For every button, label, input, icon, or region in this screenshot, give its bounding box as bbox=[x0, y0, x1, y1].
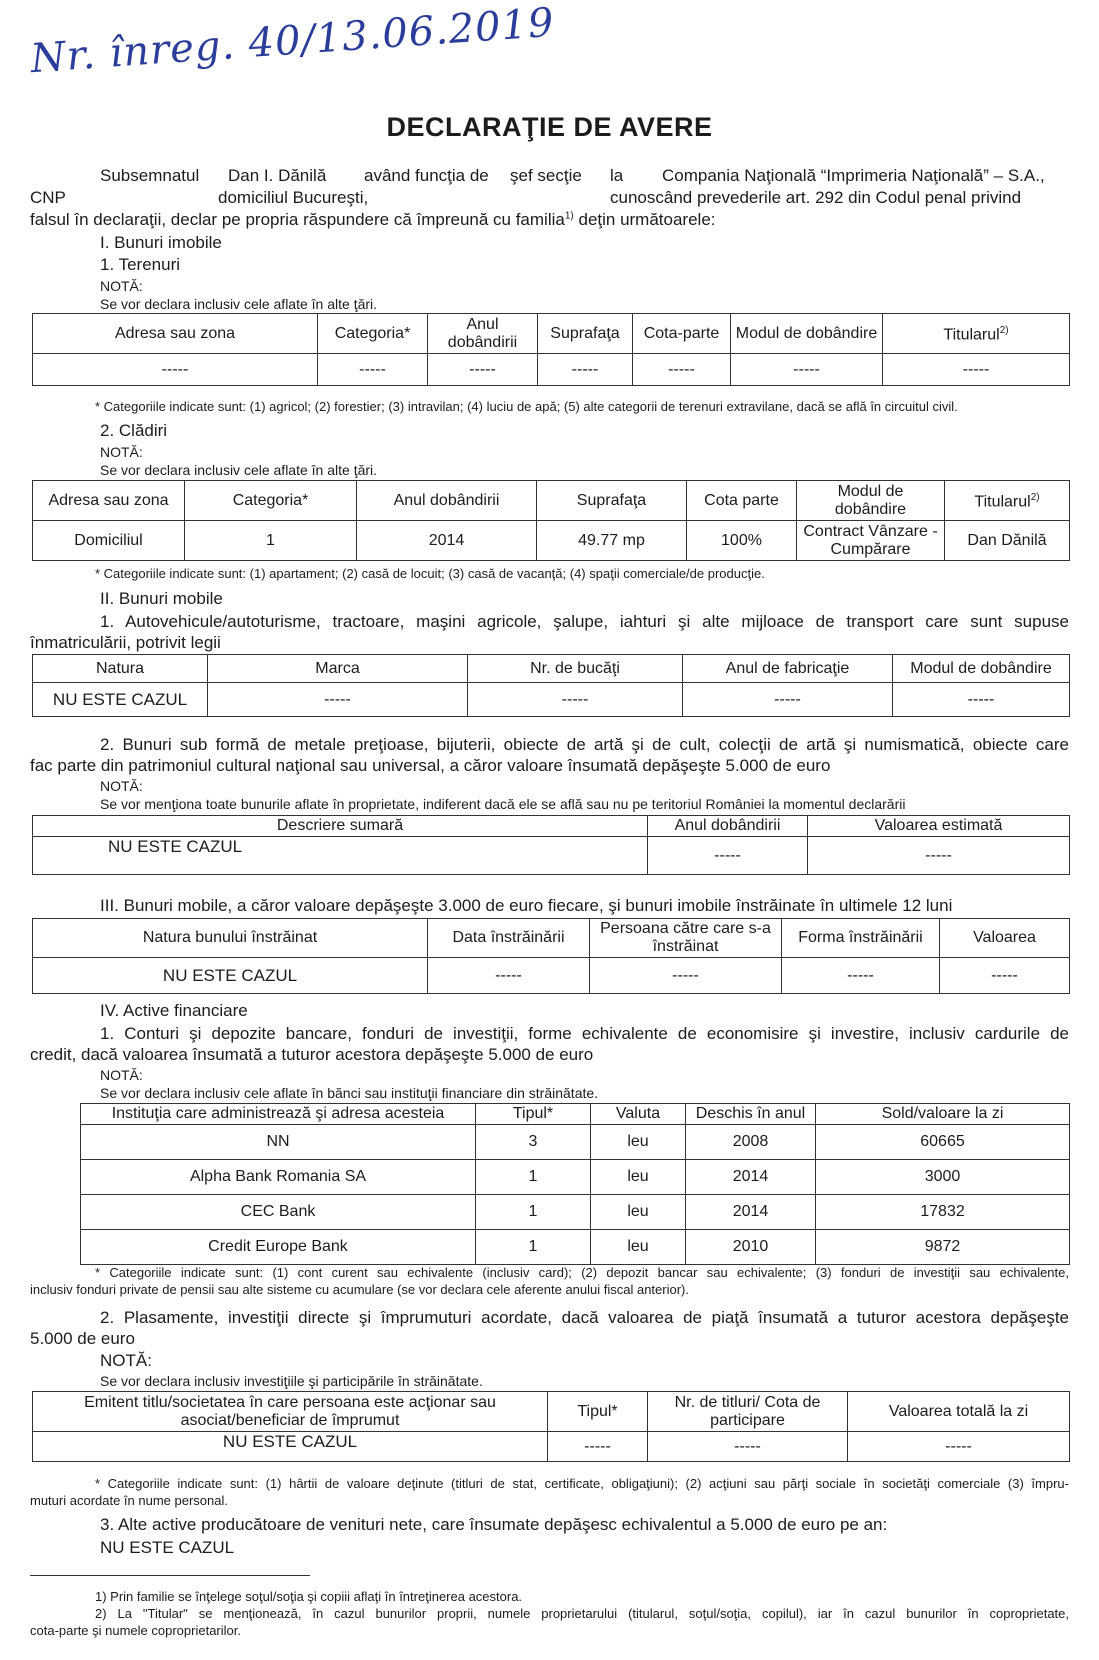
intro-subsemnatul: Subsemnatul bbox=[100, 166, 200, 185]
section-4-2-text-cont: 5.000 de euro bbox=[30, 1329, 135, 1348]
table-cell: ----- bbox=[468, 683, 683, 717]
table-row bbox=[33, 1432, 1070, 1462]
autovehicule-table bbox=[32, 654, 1070, 717]
col-header: Cota parte bbox=[687, 481, 797, 521]
col-header: Natura bbox=[33, 655, 208, 683]
col-header: Categoria* bbox=[185, 481, 357, 521]
col-header: Adresa sau zona bbox=[33, 481, 185, 521]
table-cell: NN bbox=[81, 1125, 476, 1160]
table-cell: 2014 bbox=[686, 1160, 816, 1195]
section-1-1-heading: 1. Terenuri bbox=[100, 255, 181, 274]
col-header: Valuta bbox=[591, 1104, 686, 1125]
table-cell: 100% bbox=[687, 521, 797, 561]
table-cell: Alpha Bank Romania SA bbox=[81, 1160, 476, 1195]
nota-label: NOTĂ: bbox=[100, 278, 143, 294]
registration-handwriting: Nr. înreg. 40/13.06.2019 bbox=[29, 0, 556, 83]
section-1-2-heading: 2. Clădiri bbox=[100, 421, 168, 440]
table-cell: 1 bbox=[476, 1195, 591, 1230]
table-cell: ----- bbox=[590, 958, 782, 994]
col-header: Nr. de titluri/ Cota de participare bbox=[648, 1392, 848, 1432]
col-header: Sold/valoare la zi bbox=[816, 1104, 1070, 1125]
col-header: Tipul* bbox=[476, 1104, 591, 1125]
table-cell: 3000 bbox=[816, 1160, 1070, 1195]
table-cell: 2014 bbox=[686, 1195, 816, 1230]
nota-text: Se vor declara inclusiv cele aflate în bănci sau instituţii financiare din străinătate. bbox=[100, 1085, 599, 1101]
nota-label: NOTĂ: bbox=[100, 1351, 152, 1370]
table-row bbox=[81, 1230, 1070, 1265]
table-cell: 1 bbox=[476, 1230, 591, 1265]
col-header: Instituţia care administrează şi adresa acesteia bbox=[81, 1104, 476, 1125]
table-cell: 3 bbox=[476, 1125, 591, 1160]
section-4-heading: IV. Active financiare bbox=[100, 1001, 248, 1020]
intro-domiciliul: domiciliul Bucureşti, bbox=[218, 188, 369, 207]
col-header: Suprafaţa bbox=[538, 314, 633, 354]
table-cell: 2014 bbox=[357, 521, 537, 561]
col-header: Nr. de bucăţi bbox=[468, 655, 683, 683]
bunuri-valoroase-table bbox=[32, 815, 1070, 875]
intro-cunoscand: cunoscând prevederile art. 292 din Codul penal privind bbox=[610, 188, 1022, 207]
company-name: Compania Naţională “Imprimeria Naţională” – S.A., bbox=[662, 166, 1045, 185]
table-row bbox=[33, 354, 1070, 386]
conturi-footnote-cont: inclusiv fonduri private de pensii sau alte sisteme cu acumulare (se vor declara cele aferente anului fiscal anterior). bbox=[30, 1282, 689, 1297]
table-cell: NU ESTE CAZUL bbox=[33, 1432, 548, 1462]
table-row bbox=[33, 958, 1070, 994]
table-cell: ----- bbox=[428, 354, 538, 386]
table-cell: ----- bbox=[648, 837, 808, 875]
col-header: Marca bbox=[208, 655, 468, 683]
section-4-1-text: 1. Conturi şi depozite bancare, fonduri de investiţii, forme echivalente de economisire şi investire, inclusiv cardurile de bbox=[100, 1024, 1069, 1043]
titular-label: Titularul bbox=[974, 493, 1031, 511]
table-cell: 49.77 mp bbox=[537, 521, 687, 561]
table-cell: ----- bbox=[883, 354, 1070, 386]
table-cell: CEC Bank bbox=[81, 1195, 476, 1230]
footnote-2-cont: cota-parte şi numele coproprietarilor. bbox=[30, 1623, 241, 1638]
terenuri-table bbox=[32, 313, 1070, 386]
table-cell: NU ESTE CAZUL bbox=[33, 683, 208, 717]
col-header: Data înstrăinării bbox=[428, 919, 590, 958]
table-cell: ----- bbox=[208, 683, 468, 717]
table-cell: Contract Vânzare - Cumpărare bbox=[797, 521, 945, 561]
table-cell: 60665 bbox=[816, 1125, 1070, 1160]
table-cell: ----- bbox=[318, 354, 428, 386]
table-cell: leu bbox=[591, 1125, 686, 1160]
intro-line3 bbox=[30, 210, 716, 230]
table-cell: leu bbox=[591, 1195, 686, 1230]
col-header: Adresa sau zona bbox=[33, 314, 318, 354]
col-header: Natura bunului înstrăinat bbox=[33, 919, 428, 958]
table-row bbox=[33, 837, 1070, 875]
plasamente-footnote-cont: muturi acordate în nume personal. bbox=[30, 1493, 228, 1508]
col-header: Categoria* bbox=[318, 314, 428, 354]
nota-label: NOTĂ: bbox=[100, 778, 143, 794]
col-header: Anul dobândirii bbox=[648, 816, 808, 837]
footnote-ref-2: 2) bbox=[999, 325, 1009, 337]
section-3-heading: III. Bunuri mobile, a căror valoare depăşeşte 3.000 de euro fiecare, şi bunuri imobile înstrăinate în ultimele 12 luni bbox=[100, 896, 953, 915]
footnote-2: 2) La "Titular" se menţionează, în cazul bunurilor proprii, numele proprietarului (titularul, soţul/soţia, copilul), iar în cazul bunurilor în coproprietate, bbox=[95, 1606, 1069, 1621]
col-header: Valoarea totală la zi bbox=[848, 1392, 1070, 1432]
nota-label: NOTĂ: bbox=[100, 1067, 143, 1083]
table-cell: ----- bbox=[538, 354, 633, 386]
titular-label: Titularul bbox=[943, 326, 1000, 344]
footnote-ref-1: 1) bbox=[564, 210, 574, 222]
table-row bbox=[33, 683, 1070, 717]
plasamente-table bbox=[32, 1391, 1070, 1462]
section-2-2-text-cont: fac parte din patrimoniul cultural naţional sau universal, a căror valoare însumată depăşeşte 5.000 de euro bbox=[30, 756, 831, 775]
table-cell: 1 bbox=[185, 521, 357, 561]
intro-line3-text: falsul în declaraţii, declar pe propria răspundere că împreună cu familia bbox=[30, 210, 565, 229]
table-cell: Credit Europe Bank bbox=[81, 1230, 476, 1265]
col-header: Suprafaţa bbox=[537, 481, 687, 521]
section-4-1-text-cont: credit, dacă valoarea însumată a tuturor acestora depăşeşte 5.000 de euro bbox=[30, 1045, 594, 1064]
section-4-3-text: 3. Alte active producătoare de venituri nete, care însumate depăşesc echivalentul a 5.000 de euro pe an: bbox=[100, 1515, 888, 1534]
table-cell: ----- bbox=[633, 354, 731, 386]
col-header: Modul de dobândire bbox=[731, 314, 883, 354]
col-header: Anul dobândirii bbox=[357, 481, 537, 521]
table-cell: ----- bbox=[648, 1432, 848, 1462]
footnote-ref-2: 2) bbox=[1030, 492, 1040, 504]
nota-text: Se vor menţiona toate bunurile aflate în proprietate, indiferent dacă ele se află sau nu pe teritoriul României la momentul declarării bbox=[100, 796, 906, 812]
intro-avand-functia: având funcţia de bbox=[364, 166, 489, 185]
declarant-name: Dan I. Dănilă bbox=[228, 166, 327, 185]
table-row bbox=[81, 1125, 1070, 1160]
table-cell: 9872 bbox=[816, 1230, 1070, 1265]
table-cell: 1 bbox=[476, 1160, 591, 1195]
table-cell: ----- bbox=[808, 837, 1070, 875]
cladiri-footnote: * Categoriile indicate sunt: (1) apartament; (2) casă de locuit; (3) casă de vacanţă; (4) spaţii comerciale/de producţie. bbox=[95, 566, 765, 581]
table-row bbox=[81, 1160, 1070, 1195]
table-cell: ----- bbox=[893, 683, 1070, 717]
intro-la: la bbox=[610, 166, 624, 185]
section-4-2-text: 2. Plasamente, investiţii directe şi împrumuturi acordate, dacă valoarea de piaţă însumată a tuturor acestora depăşeşte bbox=[100, 1308, 1069, 1327]
col-header: Anul de fabricaţie bbox=[683, 655, 893, 683]
col-header: Descriere sumară bbox=[33, 816, 648, 837]
instrainari-table bbox=[32, 918, 1070, 994]
intro-line3-end: deţin următoarele: bbox=[578, 210, 716, 229]
nota-label: NOTĂ: bbox=[100, 444, 143, 460]
section-2-1-text: 1. Autovehicule/autoturisme, tractoare, maşini agricole, şalupe, iahturi şi alte mijloace de transport care sunt supuse bbox=[100, 612, 1069, 631]
table-cell: 2010 bbox=[686, 1230, 816, 1265]
nota-text: Se vor declara inclusiv cele aflate în alte ţări. bbox=[100, 462, 378, 478]
col-header: Modul de dobândire bbox=[893, 655, 1070, 683]
table-cell: NU ESTE CAZUL bbox=[33, 837, 648, 875]
conturi-footnote: * Categoriile indicate sunt: (1) cont curent sau echivalente (inclusiv card); (2) depozit bancar sau echivalente; (3) fonduri de investiţii sau echivalente, bbox=[95, 1265, 1069, 1280]
table-cell: ----- bbox=[548, 1432, 648, 1462]
col-header: Forma înstrăinării bbox=[782, 919, 940, 958]
terenuri-footnote: * Categoriile indicate sunt: (1) agricol; (2) forestier; (3) intravilan; (4) luciu de apă; (5) alte categorii de terenuri extravilane, dacă se află în circuitul civil. bbox=[95, 399, 958, 414]
table-cell: ----- bbox=[683, 683, 893, 717]
section-2-2-text: 2. Bunuri sub formă de metale preţioase, bijuterii, obiecte de artă şi de cult, colecţii de artă şi numismatică, obiecte care bbox=[100, 735, 1069, 754]
table-cell: ----- bbox=[782, 958, 940, 994]
col-header: Anul dobândirii bbox=[428, 314, 538, 354]
footnote-1: 1) Prin familie se înţelege soţul/soţia şi copiii aflaţi în întreţinerea acestora. bbox=[95, 1589, 523, 1604]
table-cell: Domiciliul bbox=[33, 521, 185, 561]
section-4-3-value: NU ESTE CAZUL bbox=[100, 1538, 235, 1557]
col-header: Emitent titlu/societatea în care persoana este acţionar sau asociat/beneficiar de împrumut bbox=[33, 1392, 548, 1432]
col-header: Tipul* bbox=[548, 1392, 648, 1432]
cladiri-table bbox=[32, 480, 1070, 561]
table-cell: leu bbox=[591, 1160, 686, 1195]
declarant-position: şef secţie bbox=[510, 166, 582, 185]
table-cell: 17832 bbox=[816, 1195, 1070, 1230]
col-header: Valoarea bbox=[940, 919, 1070, 958]
col-header: Cota-parte bbox=[633, 314, 731, 354]
section-2-1-text-cont: înmatriculării, potrivit legii bbox=[30, 633, 221, 652]
col-header: Deschis în anul bbox=[686, 1104, 816, 1125]
table-cell: ----- bbox=[940, 958, 1070, 994]
col-header bbox=[883, 314, 1070, 354]
table-cell: ----- bbox=[731, 354, 883, 386]
table-cell: leu bbox=[591, 1230, 686, 1265]
nota-text: Se vor declara inclusiv investiţiile şi participările în străinătate. bbox=[100, 1373, 483, 1389]
col-header: Persoana către care s-a înstrăinat bbox=[590, 919, 782, 958]
table-row bbox=[33, 521, 1070, 561]
section-2-heading: II. Bunuri mobile bbox=[100, 589, 223, 608]
table-cell: ----- bbox=[848, 1432, 1070, 1462]
table-cell: ----- bbox=[428, 958, 590, 994]
footnote-divider bbox=[30, 1575, 310, 1576]
intro-cnp: CNP bbox=[30, 188, 66, 207]
plasamente-footnote: * Categoriile indicate sunt: (1) hârtii de valoare deţinute (titluri de stat, certificate, obligaţiuni); (2) acţiuni sau părţi sociale în societăţi comerciale (3) împru- bbox=[95, 1476, 1069, 1491]
col-header bbox=[945, 481, 1070, 521]
col-header: Modul de dobândire bbox=[797, 481, 945, 521]
table-row bbox=[81, 1195, 1070, 1230]
conturi-table bbox=[80, 1103, 1070, 1265]
table-cell: 2008 bbox=[686, 1125, 816, 1160]
table-cell: NU ESTE CAZUL bbox=[33, 958, 428, 994]
page-title: DECLARAŢIE DE AVERE bbox=[386, 112, 713, 142]
section-1-heading: I. Bunuri imobile bbox=[100, 233, 222, 252]
nota-text: Se vor declara inclusiv cele aflate în alte ţări. bbox=[100, 296, 378, 312]
col-header: Valoarea estimată bbox=[808, 816, 1070, 837]
table-cell: ----- bbox=[33, 354, 318, 386]
table-cell: Dan Dănilă bbox=[945, 521, 1070, 561]
